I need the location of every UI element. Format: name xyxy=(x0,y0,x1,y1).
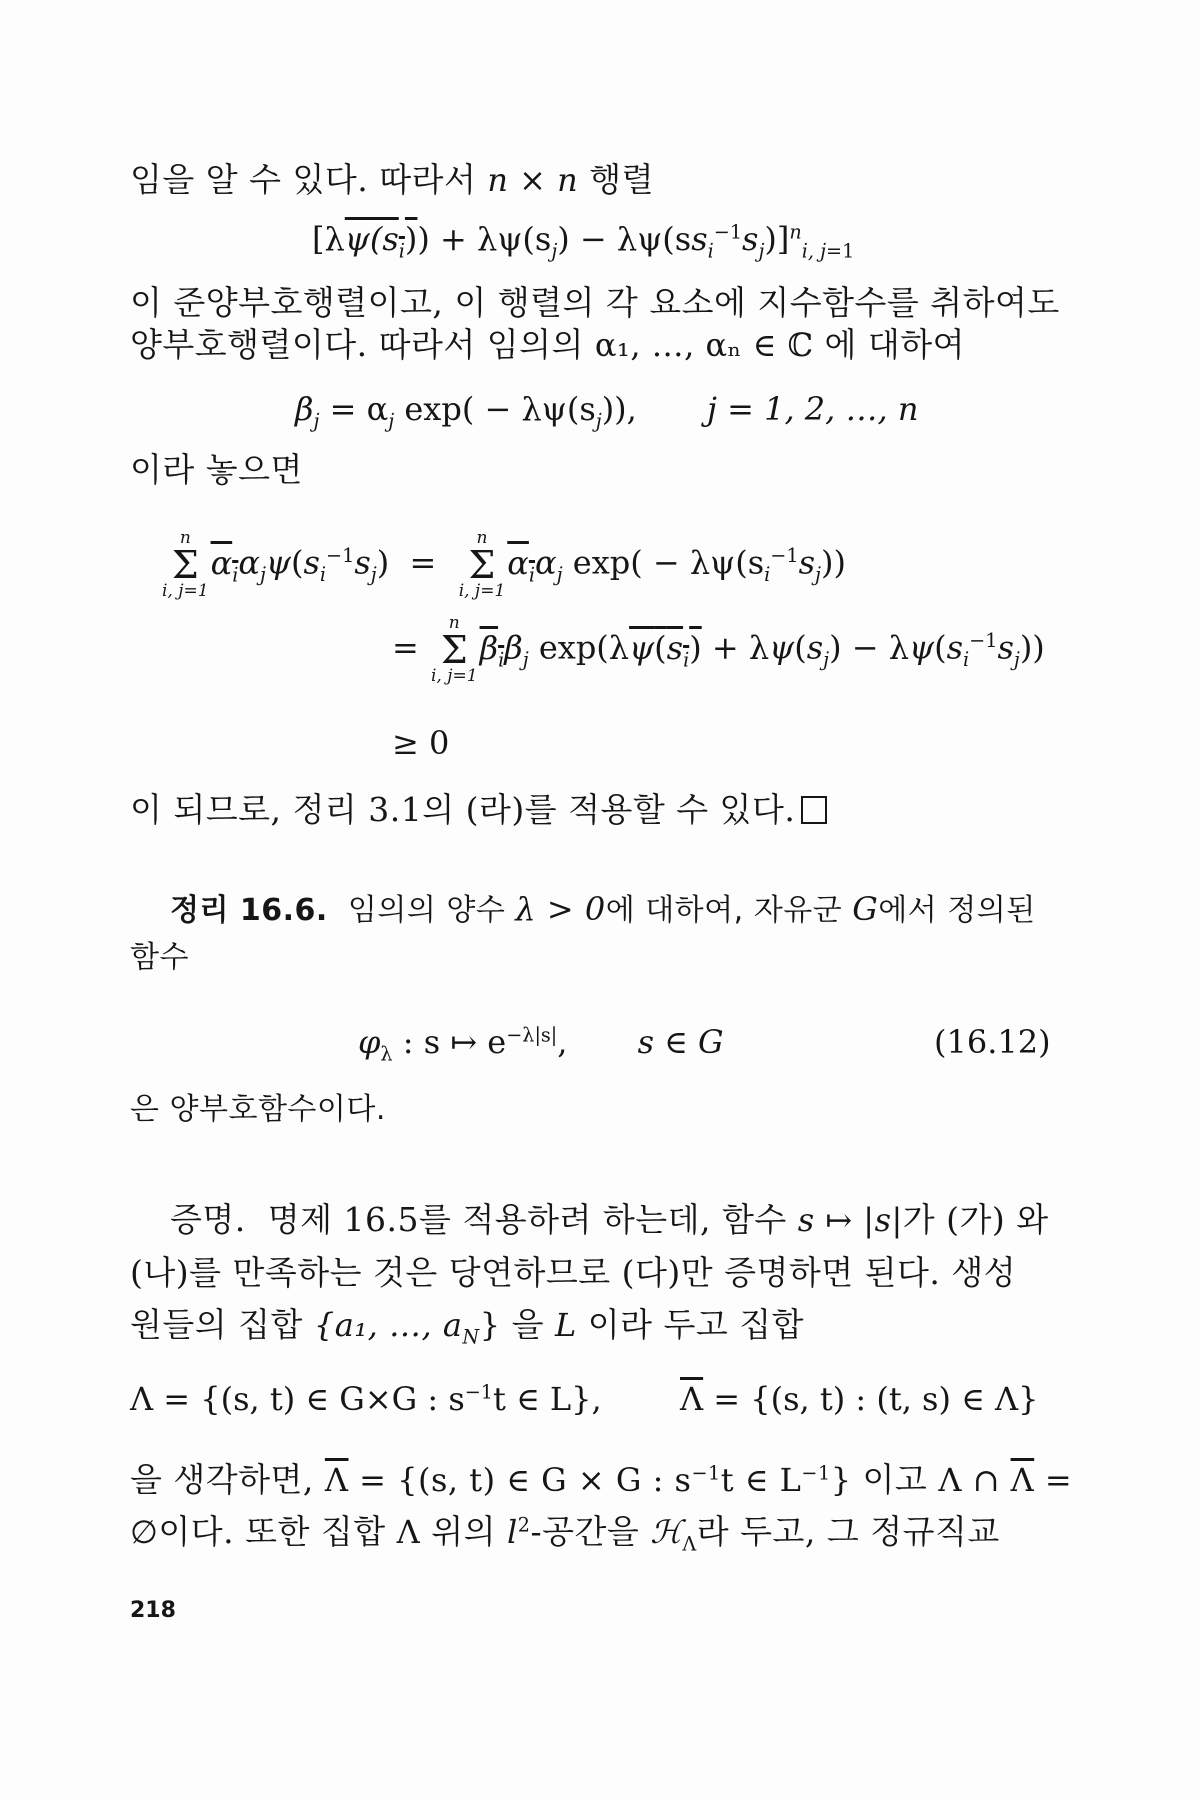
math-phi: φ xyxy=(358,1023,381,1061)
text: 라 두고, 그 정규직교 xyxy=(696,1512,1000,1551)
math-part: = α xyxy=(329,390,389,428)
math-part: ) + λψ(s xyxy=(417,220,552,258)
text-line-1 xyxy=(130,160,654,200)
math-Lambda: Λ xyxy=(396,1513,421,1551)
summation: n Σ i, j=1 xyxy=(458,528,506,602)
text: 가 (가) 와 xyxy=(902,1200,1049,1239)
summation: n Σ i, j=1 xyxy=(162,528,209,602)
math-part: ) − λψ(s xyxy=(557,220,692,258)
text: 이다. 또한 집합 xyxy=(158,1512,386,1551)
proof-line-6: ∅이다. 또한 집합 Λ 위의 $l^2-$공간을 ℋ$_\Lambda$라 두고, 그 정규직교 xyxy=(130,1512,1000,1556)
math-j-range: j = 1, 2, …, n xyxy=(707,390,919,428)
beta-definition: $\beta_j = \alpha_j$ $\exp( - \lambda\psi(s_j))$, j = 1, 2, …, n xyxy=(295,390,919,433)
math-generator-set: {a₁, …, a xyxy=(313,1306,463,1344)
summation: n Σ i, j=1 xyxy=(430,613,478,687)
math-s-abs: s ↦ |s| xyxy=(797,1201,903,1239)
text: 을 생각하면, xyxy=(130,1460,314,1499)
text: 이 되므로, 정리 3.1의 (라)를 적용할 수 있다. xyxy=(130,790,796,829)
text: 위의 xyxy=(431,1512,496,1551)
sum-equation-2: = n Σ i, j=1 $\beta_i\beta_j$ $\exp(\lambda\psi(s_i) + \lambda\psi(s_j) - \lambda\psi(s_i^{-1}s_j))$ xyxy=(392,613,1045,687)
text-line-4 xyxy=(130,325,965,365)
qed-box-icon xyxy=(801,796,827,824)
lambda-definition: Λ = {(s, t) ∈ G×G : $s^{-1}t$ ∈ L}, xyxy=(130,1380,602,1418)
lambda-bar-definition: $\overline{\Lambda} = \{(s$, t) : (t, s) ∈ Λ} xyxy=(680,1380,1039,1418)
text: 명제 16.5를 적용하려 하는데, 함수 xyxy=(267,1200,787,1239)
text-line-10 xyxy=(130,790,827,830)
math-l2: l xyxy=(507,1513,518,1551)
proof-line-1 xyxy=(170,1200,1049,1240)
math-lambda-gt-0: λ > 0 xyxy=(515,890,606,928)
text: 을 xyxy=(511,1305,544,1344)
proof-line-5: 을 생각하면, $\overline{\Lambda} = \{(s$, t) ∈ G × G : $s^{-1}t$ ∈ $L^{-1}$} 이고 Λ ∩ $\overline{\Lambda}$ = xyxy=(130,1460,1073,1499)
math-a1-an: α₁, …, αₙ ∈ ℂ xyxy=(594,326,814,364)
equation-16-12: $\varphi_\lambda$ : s ↦ $e^{-\lambda|s|}$, s ∈ G xyxy=(358,1023,724,1066)
proof-label: 증명. xyxy=(170,1200,246,1239)
math-part: t ∈ L}, xyxy=(493,1380,602,1418)
math-part: = {(s, t) : (t, s) ∈ Λ} xyxy=(713,1380,1039,1418)
math-part: exp( − λψ(s xyxy=(572,543,765,582)
math-L: L xyxy=(554,1306,577,1344)
text: 원들의 집합 xyxy=(130,1305,303,1344)
text: 이라 두고 집합 xyxy=(587,1305,804,1344)
math-part: Λ = {(s, t) ∈ G×G : s xyxy=(130,1380,465,1418)
text: 임을 알 수 있다. 따라서 xyxy=(130,160,477,199)
math-part: t ∈ L xyxy=(720,1461,802,1499)
math-empty-set: ∅ xyxy=(130,1513,159,1551)
math-s-in-G: s ∈ G xyxy=(637,1023,724,1061)
math-part: exp( − λψ(s xyxy=(404,390,596,428)
geq-zero: ≥ 0 xyxy=(392,724,450,762)
math-H-Lambda: ℋ xyxy=(650,1513,683,1551)
math-G: G xyxy=(852,890,879,928)
math-part: [λ xyxy=(312,220,345,258)
theorem-label: 정리 16.6. xyxy=(170,893,328,928)
text: 에서 정의된 xyxy=(878,893,1036,928)
theorem-line-2: 함수 xyxy=(130,940,189,975)
theorem-line-1 xyxy=(170,890,1036,929)
math-part: = {(s, t) ∈ G × G : s xyxy=(359,1461,692,1499)
sum-equation-1: n Σ i, j=1 $\alpha_i\alpha_j\psi(s_i^{-1}s_j)$ = n Σ i, j=1 $\alpha_i\alpha_j$ $\exp( - \lambda\psi(s_i^{-1}s_j))$ xyxy=(162,528,846,602)
text-line-3: 이 준양부호행렬이고, 이 행렬의 각 요소에 지수함수를 취하여도 xyxy=(130,283,1060,322)
math-part: )), xyxy=(601,390,637,428)
text: 에 대하여, 자유군 xyxy=(605,893,843,928)
text: 행렬 xyxy=(589,160,654,199)
text: 임의의 양수 xyxy=(347,893,506,928)
math-part: )] xyxy=(764,220,790,258)
text: -공간을 xyxy=(530,1512,640,1551)
math-part: : s ↦ e xyxy=(402,1023,507,1061)
theorem-line-3: 은 양부호함수이다. xyxy=(130,1092,386,1127)
proof-line-3: 원들의 집합 {a₁, …, $a_N$} 을 L 이라 두고 집합 xyxy=(130,1305,804,1349)
matrix-expression: $[\lambda\psi(s_i)) + \lambda\psi(s_j) - \lambda\psi(ss_i^{-1}s_j)]^n_{i, j=1}$ xyxy=(312,220,855,263)
math-part: Λ ∩ xyxy=(938,1461,1000,1499)
math-n-times-n: n × n xyxy=(487,161,579,199)
text: 이고 xyxy=(862,1460,928,1499)
text: 에 대하여 xyxy=(824,325,965,364)
proof-line-2: (나)를 만족하는 것은 당연하므로 (다)만 증명하면 된다. 생성 xyxy=(130,1253,1017,1292)
page-number: 218 xyxy=(130,1598,176,1623)
text: 양부호행렬이다. 따라서 임의의 xyxy=(130,325,584,364)
math-psi-si: ψ(s xyxy=(344,220,399,258)
equation-number: (16.12) xyxy=(934,1023,1051,1061)
text-line-6: 이라 놓으면 xyxy=(130,450,303,489)
